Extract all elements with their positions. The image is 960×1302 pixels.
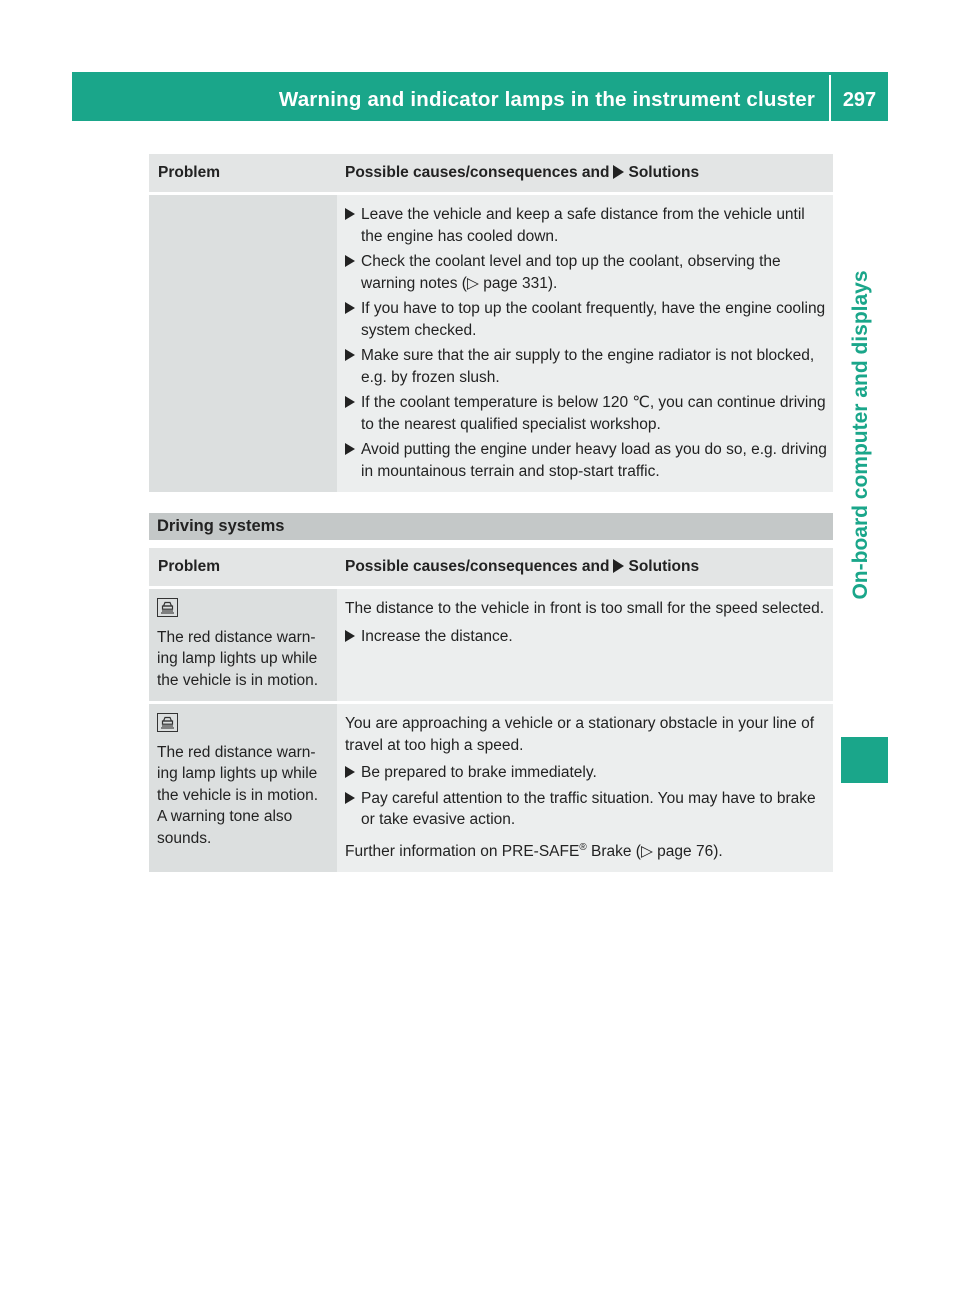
solution-step: [345, 762, 827, 784]
solution-step: [345, 204, 827, 247]
solution-arrow-icon: [613, 559, 624, 573]
column-header-solutions-suffix: Solutions: [628, 164, 700, 181]
solution-step-text: Be prepared to brake immediately.: [361, 764, 597, 781]
solution-cell: [337, 703, 833, 873]
step-arrow-icon: [345, 208, 355, 220]
problem-text: The red distance warning lamp lights up while the vehicle is in motion. A warning tone also sounds.: [157, 743, 319, 847]
step-arrow-icon: [345, 255, 355, 267]
step-arrow-icon: [345, 302, 355, 314]
solution-step-text: Leave the vehicle and keep a safe distance from the vehicle until the engine has cooled down.: [361, 206, 805, 245]
solution-step-text: If the coolant temperature is below 120 ℃, you can continue driving to the nearest qualified specialist workshop.: [361, 394, 826, 433]
column-header-solutions: [337, 548, 833, 588]
step-arrow-icon: [345, 630, 355, 642]
section-title: Driving systems: [157, 517, 285, 535]
solution-step: [345, 626, 827, 648]
driving-systems-table: [149, 548, 833, 872]
problem-cell: [149, 703, 337, 873]
further-info-note: [345, 837, 827, 863]
solution-step: [345, 251, 827, 294]
solution-step-text: Make sure that the air supply to the engine radiator is not blocked, e.g. by frozen slush.: [361, 347, 815, 386]
column-header-problem: Problem: [149, 154, 337, 194]
solution-step-text: If you have to top up the coolant frequently, have the engine cooling system checked.: [361, 300, 826, 339]
page-header: [72, 72, 888, 121]
chapter-title: Warning and indicator lamps in the instrument cluster: [278, 88, 815, 111]
side-chapter-marker: [841, 737, 888, 783]
solution-step-text: Avoid putting the engine under heavy load as you do so, e.g. driving in mountainous terrain and stop-start traffic.: [361, 441, 827, 480]
solution-step: [345, 345, 827, 388]
side-chapter-label: On-board computer and displays: [849, 270, 872, 600]
solution-arrow-icon: [613, 165, 624, 179]
step-arrow-icon: [345, 766, 355, 778]
cause-text: You are approaching a vehicle or a stationary obstacle in your line of travel at too high a speed.: [345, 715, 815, 754]
problem-cell: [149, 194, 337, 493]
step-arrow-icon: [345, 443, 355, 455]
column-header-solutions: [337, 154, 833, 194]
column-header-problem: Problem: [149, 548, 337, 588]
column-header-solutions-text: Possible causes/consequences and: [345, 164, 610, 181]
solution-step-text: Check the coolant level and top up the coolant, observing the warning notes (▷ page 331).: [361, 253, 781, 292]
column-header-solutions-text: Possible causes/consequences and: [345, 558, 610, 575]
page-reference-link[interactable]: Brake (▷ page 76).: [586, 842, 723, 860]
distance-warning-lamp-icon: [157, 713, 178, 732]
solution-cell: [337, 194, 833, 493]
solution-step: [345, 392, 827, 435]
step-arrow-icon: [345, 792, 355, 804]
solution-cell: [337, 588, 833, 703]
solution-step-text: Pay careful attention to the traffic situation. You may have to brake or take evasive action.: [361, 789, 816, 828]
coolant-solutions-table: [149, 154, 833, 492]
solution-step: [345, 788, 827, 831]
table-header-row: [149, 548, 833, 588]
step-arrow-icon: [345, 396, 355, 408]
problem-text: The red distance warning lamp lights up while the vehicle is in motion.: [157, 628, 319, 689]
section-heading-bar: [149, 513, 833, 540]
table-row: [149, 588, 833, 703]
table-header-row: [149, 154, 833, 194]
side-chapter-tab: [841, 150, 881, 720]
solution-step-text: Increase the distance.: [361, 627, 513, 645]
problem-cell: [149, 588, 337, 703]
solution-step: [345, 439, 827, 482]
step-arrow-icon: [345, 349, 355, 361]
registered-mark: ®: [579, 841, 587, 853]
column-header-solutions-suffix: Solutions: [628, 558, 700, 575]
note-text: Further information on PRE-SAFE: [345, 842, 580, 860]
page-number: 297: [842, 89, 877, 111]
table-row: [149, 194, 833, 493]
table-row: [149, 703, 833, 873]
cause-text: The distance to the vehicle in front is too small for the speed selected.: [345, 600, 825, 617]
distance-warning-lamp-icon: [157, 598, 178, 617]
solution-step: [345, 298, 827, 341]
